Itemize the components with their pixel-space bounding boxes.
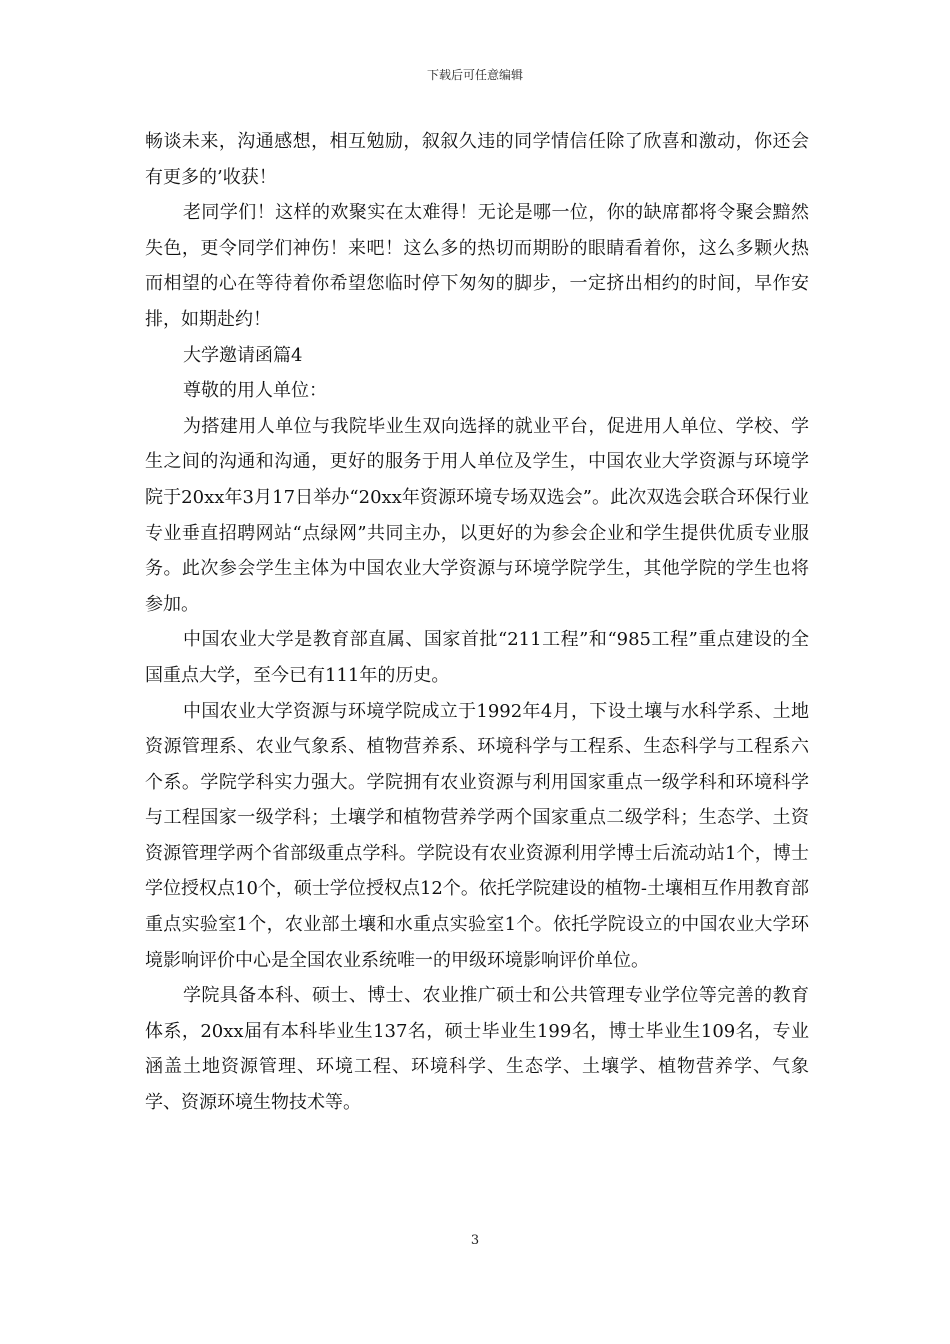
paragraph: 老同学们！这样的欢聚实在太难得！无论是哪一位，你的缺席都将令聚会黯然失色，更令同学们神伤！来吧！这么多的热切而期盼的眼睛看着你，这么多颗火热而相望的心在等待着你希望您临时停下匆匆的脚步，一定挤出相约的时间，早作安排，如期赴约！: [145, 202, 809, 330]
paragraph: 畅谈未来，沟通感想，相互勉励，叙叙久违的同学情信任除了欣喜和激动，你还会有更多的’收获！: [145, 131, 809, 188]
salutation: 尊敬的用人单位：: [183, 380, 327, 402]
paragraph: 中国农业大学资源与环境学院成立于1992年4月，下设土壤与水科学系、土地资源管理系、农业气象系、植物营养系、环境科学与工程系、生态科学与工程系六个系。学院学科实力强大。学院拥有农业资源与利用国家重点一级学科和环境科学与工程国家一级学科；土壤学和植物营养学两个国家重点二级学科；生态学、土资资源管理学两个省部级重点学科。学院设有农业资源利用学博士后流动站1个，博士学位授权点10个，硕士学位授权点12个。依托学院建设的植物-土壤相互作用教育部重点实验室1个，农业部土壤和水重点实验室1个。依托学院设立的中国农业大学环境影响评价中心是全国农业系统唯一的甲级环境影响评价单位。: [145, 700, 809, 971]
section-heading: 大学邀请函篇4: [183, 344, 303, 366]
paragraph: 为搭建用人单位与我院毕业生双向选择的就业平台，促进用人单位、学校、学生之间的沟通和沟通，更好的服务于用人单位及学生，中国农业大学资源与环境学院于20xx年3月17日举办“20xx年资源环境专场双选会”。此次双选会联合环保行业专业垂直招聘网站“点绿网”共同主办，以更好的为参会企业和学生提供优质专业服务。此次参会学生主体为中国农业大学资源与环境学院学生，其他学院的学生也将参加。: [145, 415, 809, 615]
page-header: 下载后可任意编辑: [426, 68, 523, 82]
paragraph: 中国农业大学是教育部直属、国家首批“211工程”和“985工程”重点建设的全国重点大学，至今已有111年的历史。: [145, 629, 809, 686]
page-number: 3: [470, 1233, 480, 1248]
paragraph: 学院具备本科、硕士、博士、农业推广硕士和公共管理专业学位等完善的教育体系，20xx届有本科毕业生137名，硕士毕业生199名，博士毕业生109名，专业涵盖土地资源管理、环境工程、环境科学、生态学、土壤学、植物营养学、气象学、资源环境生物技术等。: [145, 985, 809, 1114]
document-body: [145, 124, 809, 1121]
